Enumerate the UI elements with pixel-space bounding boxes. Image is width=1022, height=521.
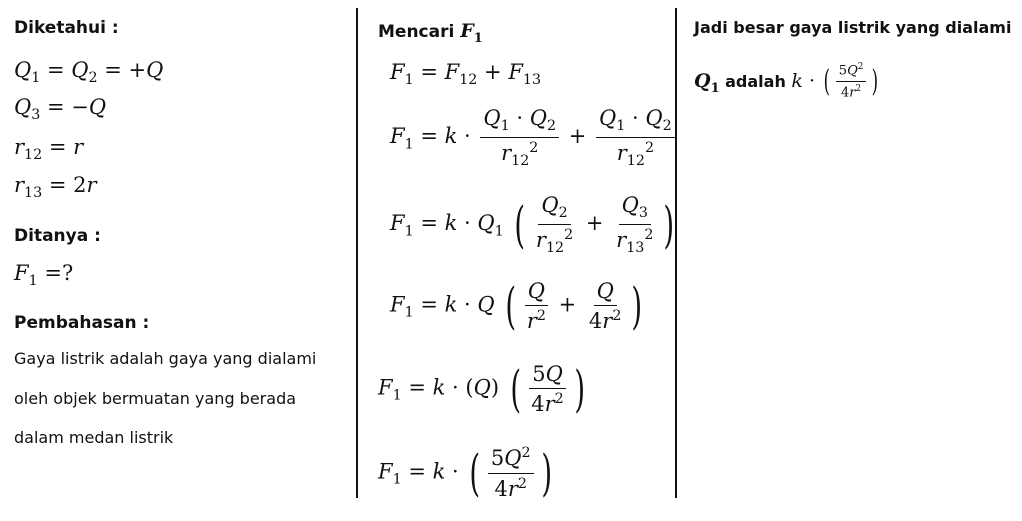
eq-f1-asked: $F_1$ =? [14,261,74,290]
eq-q3: $Q_3 = -Q$ [14,95,107,124]
conclusion-line-2: $Q_1$ adalah k · ( $\frac{5Q^2}{4r^2}$ ) [694,62,879,101]
eq-step-5: $F_1 = k \cdot (Q)$ ( $\frac{5Q}{4r^2}$ ) [378,360,585,418]
eq-step-6: $F_1 = k$ · ( $\frac{5Q^2}{4r^2}$ ) [378,444,552,502]
column-divider-right [675,8,677,498]
eq-r12: $r_{12} = r$ [14,135,84,164]
eq-r13: $r_{13} = 2r$ [14,173,97,202]
eq-step-3: $F_1 = k \cdot Q_1$ ( $\frac{Q_2}{r_{12}^2}$ + $\frac{Q_3}{r_{13}^2}$ ) [390,193,675,256]
discussion-line-1: Gaya listrik adalah gaya yang dialami [14,349,317,368]
discussion-line-2: oleh objek bermuatan yang berada [14,389,297,408]
eq-step-4: $F_1 = k \cdot Q$ ( $\frac{Q}{r^2}$ + $\frac{Q}{4r^2}$ ) [390,277,643,335]
eq-step-2: $F_1 = k$ · $\frac{Q_1 \cdot Q_2}{r_{12}^2}$ + $\frac{Q_1 \cdot Q_2}{r_{12}^2}$ [390,106,678,169]
discussion-line-3: dalam medan listrik [14,428,174,447]
known-heading: Diketahui : [14,18,119,38]
solution-heading: Mencari $F_1$ [378,20,483,46]
eq-step-1: $F_1 = F_{12} + F_{13}$ [390,60,542,89]
column-divider-left [356,8,358,498]
asked-heading: Ditanya : [14,226,101,246]
conclusion-line-1: Jadi besar gaya listrik yang dialami [694,18,1012,37]
eq-q1-q2: $Q_1 = Q_2 = +Q$ [14,58,164,87]
discussion-heading: Pembahasan : [14,313,150,333]
